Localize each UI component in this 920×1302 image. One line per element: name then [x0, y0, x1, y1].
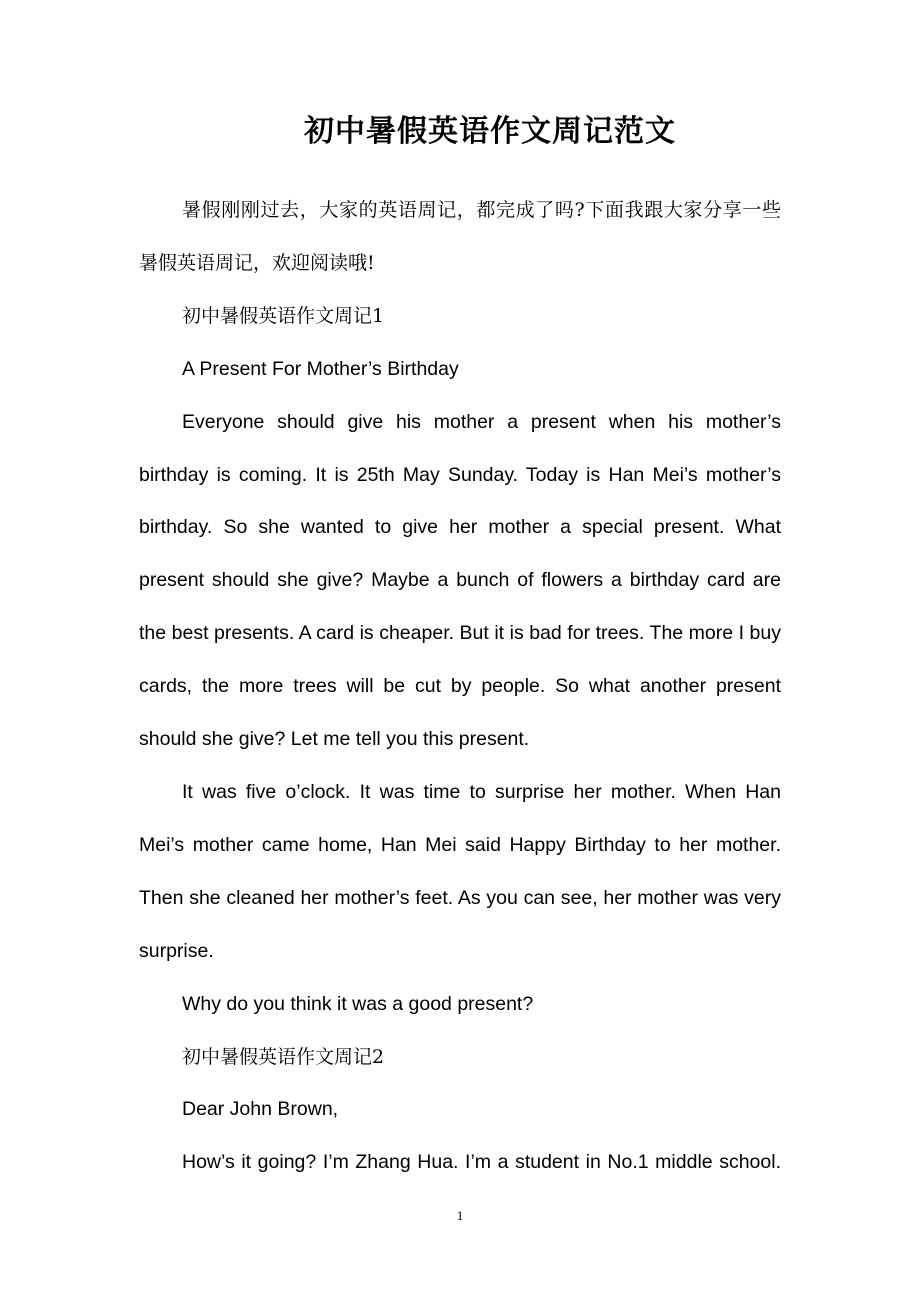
essay-title: A Present For Mother’s Birthday — [182, 357, 459, 380]
page-number: 1 — [456, 1208, 464, 1223]
essay-paragraph: Everyone should give his mother a present when his mother’s birthday is coming. It is 25th May Sunday. Today is Han Mei’s mother’s birthday. So she wanted to give her mother a special present. What present should she give? Maybe a bunch of flowers a birthday card are the best presents. A card is cheaper. But it is bad for trees. The more I buy cards, the more trees will be cut by people. So what another present should she give? Let me tell you this present. — [139, 410, 781, 751]
intro-paragraph: 暑假刚刚过去，大家的英语周记，都完成了吗?下面我跟大家分享一些暑假英语周记，欢迎阅读哦! — [139, 199, 781, 274]
letter-paragraph: How’s it going? I’m Zhang Hua. I’m a student in No.1 middle school. — [182, 1151, 781, 1174]
essay-paragraph: It was five o’clock. It was time to surprise her mother. When Han Mei’s mother came home, Han Mei said Happy Birthday to her mother. Then she cleaned her mother’s feet. As you can see, her mother was very surprise. — [139, 780, 781, 962]
page-title: 初中暑假英语作文周记范文 — [304, 114, 676, 149]
section-heading-2: 初中暑假英语作文周记2 — [182, 1045, 385, 1068]
document-body — [139, 184, 781, 1189]
section-heading-1: 初中暑假英语作文周记1 — [182, 304, 385, 327]
letter-salutation: Dear John Brown, — [182, 1098, 339, 1121]
essay-paragraph: Why do you think it was a good present? — [182, 992, 534, 1015]
